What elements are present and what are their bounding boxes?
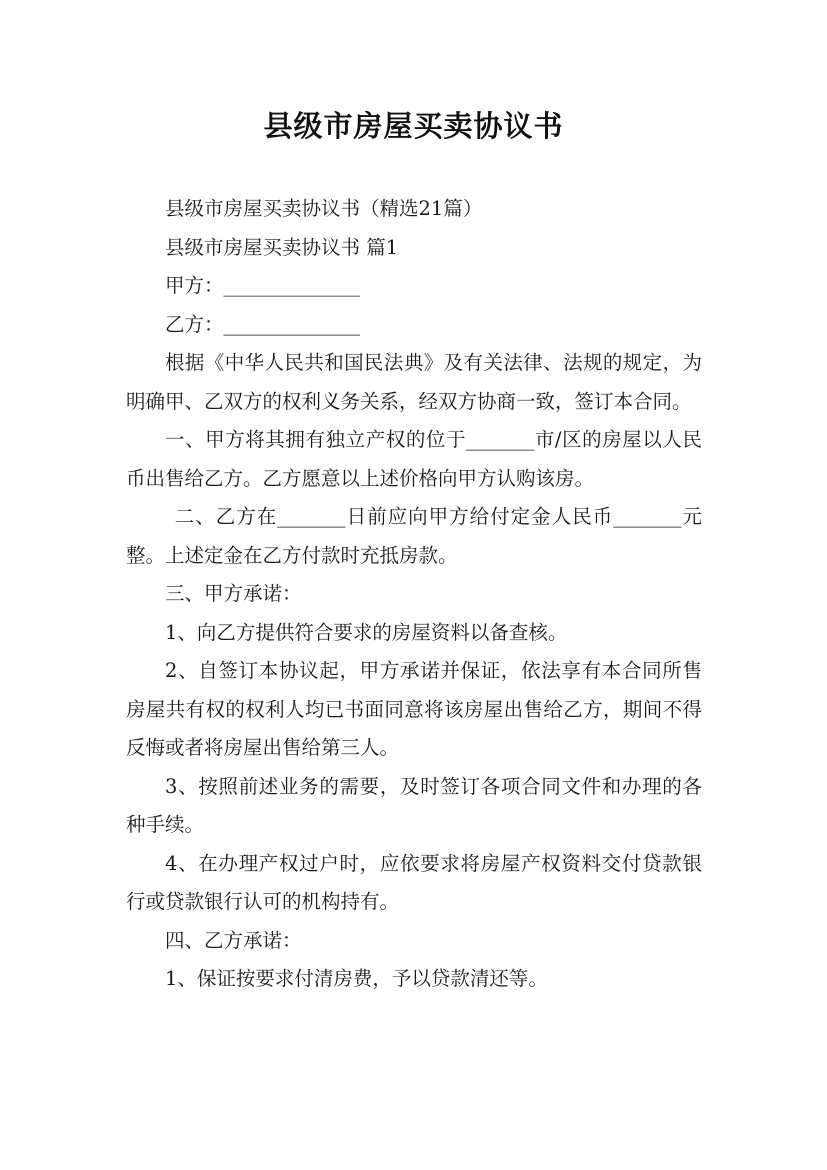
document-title: 县级市房屋买卖协议书 [263, 109, 564, 143]
clause-4-heading: 四、乙方承诺： [165, 928, 302, 952]
section-heading: 县级市房屋买卖协议书 篇1 [165, 235, 399, 259]
subtitle: 县级市房屋买卖协议书（精选21篇） [165, 197, 483, 220]
party-a-line: 甲方：______________ [165, 274, 361, 297]
clause-3-item-2: 2、自签订本协议起，甲方承诺并保证，依法享有本合同所售房屋共有权的权利人均已书面同意将该房屋出售给乙方，期间不得反悔或者将房屋出售给第三人。 [126, 659, 702, 759]
party-b-line: 乙方：______________ [165, 312, 361, 336]
paragraph-preamble: 根据《中华人民共和国民法典》及有关法律、法规的规定，为明确甲、乙双方的权利义务关系，经双方协商一致，签订本合同。 [126, 351, 702, 413]
clause-3-item-1: 1、向乙方提供符合要求的房屋资料以备查核。 [165, 620, 568, 644]
clause-4-item-1: 1、保证按要求付清房费，予以贷款清还等。 [165, 967, 548, 990]
clause-2: 二、乙方在_______日前应向甲方给付定金人民币_______元整。上述定金在乙方付款时充抵房款。 [126, 505, 702, 567]
document-body [126, 190, 702, 999]
clause-3-item-3: 3、按照前述业务的需要，及时签订各项合同文件和办理的各种手续。 [126, 774, 702, 836]
clause-3-heading: 三、甲方承诺： [165, 582, 302, 605]
clause-3-item-4: 4、在办理产权过户时，应依要求将房屋产权资料交付贷款银行或贷款银行认可的机构持有。 [126, 851, 702, 913]
clause-1: 一、甲方将其拥有独立产权的位于_______市/区的房屋以人民币出售给乙方。乙方愿意以上述价格向甲方认购该房。 [126, 428, 702, 490]
